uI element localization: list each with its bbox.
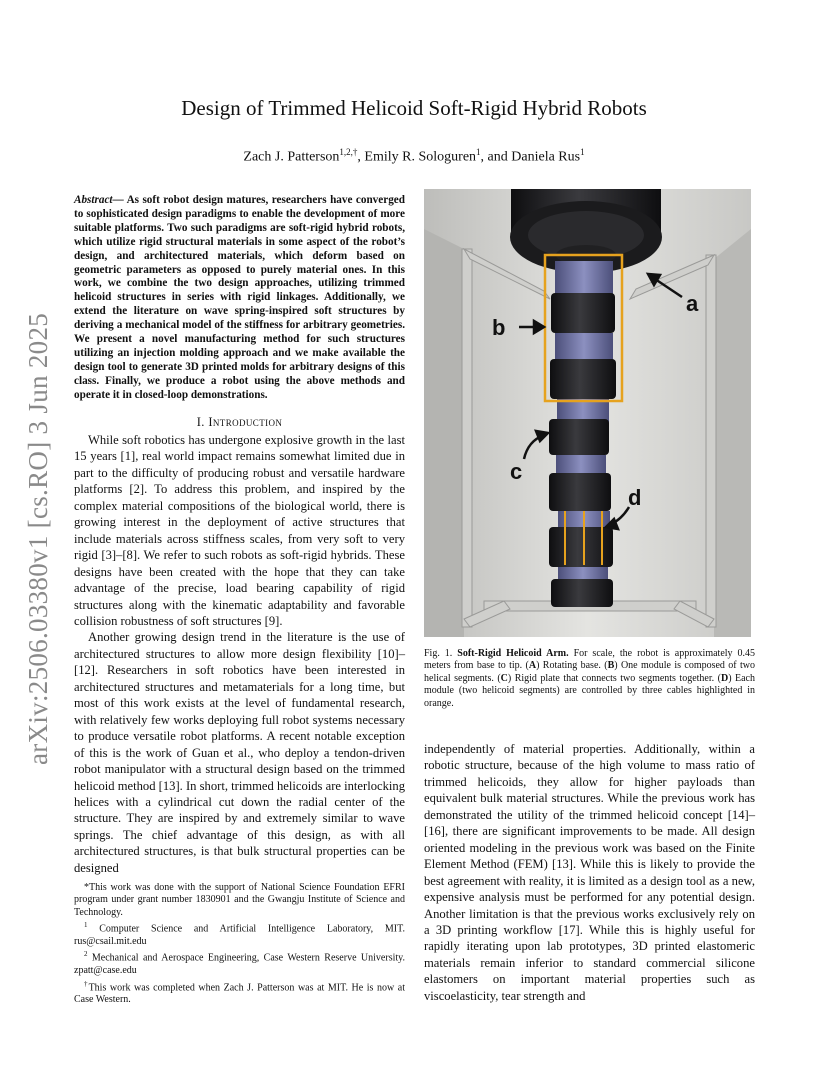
rigid-module xyxy=(549,527,613,567)
helicoid-segment xyxy=(555,333,613,363)
author-affiliation: 1,2,† xyxy=(339,147,358,157)
footnote-mark: 1 xyxy=(84,921,88,930)
helicoid-segment xyxy=(555,261,613,297)
abstract-label: Abstract xyxy=(74,194,113,206)
author-affiliation: 1 xyxy=(476,147,481,157)
footnote: $^2$ Mechanical and Aerospace Engineering, Case Western Reserve University. zpatt@case.edu xyxy=(74,950,405,977)
frame-left-rail xyxy=(462,249,472,627)
footnote: †This work was completed when Zach J. Patterson was at MIT. He is now at Case Western. xyxy=(74,979,405,1006)
caption-label: Fig. 1. xyxy=(424,648,453,659)
figure-label-c: c xyxy=(510,459,523,484)
author-affiliation: 1 xyxy=(580,147,585,157)
author-separator: , and xyxy=(480,149,512,165)
figure-label-b: b xyxy=(492,315,506,340)
figure-label-d: d xyxy=(628,485,642,510)
left-wall xyxy=(424,229,464,637)
abstract xyxy=(74,194,405,403)
frame-right-rail xyxy=(706,255,716,627)
author-name: Daniela Rus xyxy=(511,149,581,165)
rigid-module xyxy=(551,293,615,333)
figure-robot-photo xyxy=(424,189,751,637)
section-number: I. xyxy=(196,415,205,429)
author-name: Emily R. Sologuren xyxy=(364,149,477,165)
section-title: Introduction xyxy=(208,415,283,429)
caption-title: Soft-Rigid Helicoid Arm. xyxy=(457,648,569,659)
left-column-body xyxy=(74,432,405,876)
section-heading xyxy=(74,414,405,430)
author-list: Zach J. Patterson$^{1,2,\dagger}$, Emily R. Sologuren$^1$, and Daniela Rus$^1$ xyxy=(243,147,585,165)
robot-arm xyxy=(549,261,616,607)
footnote-mark: † xyxy=(84,979,89,988)
footnotes xyxy=(74,882,405,1007)
footnote: $^1$ Computer Science and Artificial Intelligence Laboratory, MIT. rus@csail.mit.edu xyxy=(74,921,405,947)
figure-label-a: a xyxy=(686,291,699,316)
rigid-module xyxy=(549,419,609,455)
body-paragraph: Another growing design trend in the literature is the use of architectured structures to allow more design flexibility [10]–[12]. Researchers in soft robotics have been interested in architectured structures and metamaterials for a long time, but most of this work exists at the level of fundamental research, with relatively few works deploying full robot systems necessary to produce versatile robot platforms. A recent notable exception of this is the work of Guan et al., who deploy a tendon-driven robot manipulator with a structural design based on the trimmed helicoid method [13]. In short, trimmed helicoids are interlocking helices with a cylindrical cut down the radial center of the structure. They are inspired by and extremely similar to wave springs. The chief advantage of this design, as with all architectured structures, is that bulk structural properties can be designed xyxy=(74,630,405,875)
figure-caption: Fig. 1. Soft-Rigid Helicoid Arm. For scale, the robot is approximately 0.45 meters from base to tip. (A) Rotating base. (B) One module is composed of two helical segments. (C) Rigid plate that connects two segments together. (D) Each module (two helicoid segments) are controlled by three cables highlighted in orange. xyxy=(424,648,756,709)
author-name: Zach J. Patterson xyxy=(243,149,340,165)
rigid-module xyxy=(549,473,611,511)
rigid-module xyxy=(550,359,616,399)
body-paragraph: While soft robotics has undergone explosive growth in the last 15 years [1], real world impact remains somewhat limited due in part to the difficulty of producing robust and versatile hardware platforms [2]. To address this problem, and inspired by the complex material compositions of the biological world, there is growing interest in the deployment of active structures that include materials across stiffness scales, from very soft to very rigid [3]–[8]. We refer to such robots as soft-rigid hybrids. These designs have been created with the hope that they can take advantage of the precise, load bearing capability of rigid structures along with the kinematic adaptability and favorable collision robustness of soft structures [9]. xyxy=(74,433,405,628)
footnote-mark: 2 xyxy=(84,950,88,959)
paper-title: Design of Trimmed Helicoid Soft-Rigid Hybrid Robots xyxy=(181,96,647,120)
right-wall xyxy=(714,229,751,637)
footnote: *This work was done with the support of National Science Foundation EFRI program under grant number 1830901 and the Gwangju Institute of Science and Technology. xyxy=(74,882,405,918)
right-column-body xyxy=(424,741,755,1004)
body-paragraph: independently of material properties. Additionally, within a robotic structure, because of the high volume to mass ratio of trimmed helicoids, they allow for higher payloads than equivalent bulk material structures. While the previous work has demonstrated the utility of the trimmed helicoid concept [14]–[16], there are significant improvements to be made. All design oriented modeling in the previous work was based on the Finite Element Method (FEM) [13]. While this is likely to provide the best agreement with reality, it is limited as a design tool as a new, expensive analysis must be performed for any potential design. Another limitation is that the previous works exclusively rely on a 3D printing workflow [17]. While this is highly useful for rapidly iterating upon lab prototypes, 3D printed elastomeric materials remain inferior to standard commercial silicone elastomers on important material properties such as viscoelasticity, tear strength and xyxy=(424,742,755,1003)
abstract-text: — As soft robot design matures, researchers have converged to sophisticated design paradigms to enable the development of more suitable platforms. Two such paradigms are soft-rigid hybrid robots, which utilize rigid structural materials in some aspect of the robot’s design, and architectured materials, which deform based on geometric parameters as opposed to purely material ones. In this work, we combine the two design approaches, utilizing trimmed helicoid structures in series with rigid linkages. Additionally, we extend the literature on wave spring-inspired soft structures by deriving a mechanical model of the stiffness for arbitrary geometries. We present a novel manufacturing method for such structures utilizing an injection molding approach and we make available the design tool to generate 3D printed molds for arbitrary designs of this class. Finally, we produce a robot using the above methods and operate it in closed-loop demonstrations. xyxy=(74,194,405,401)
rigid-module xyxy=(551,579,613,607)
robot-arm-illustration xyxy=(424,189,751,637)
arxiv-identifier: arXiv:2506.03380v1 [cs.RO] 3 Jun 2025 xyxy=(23,312,53,765)
